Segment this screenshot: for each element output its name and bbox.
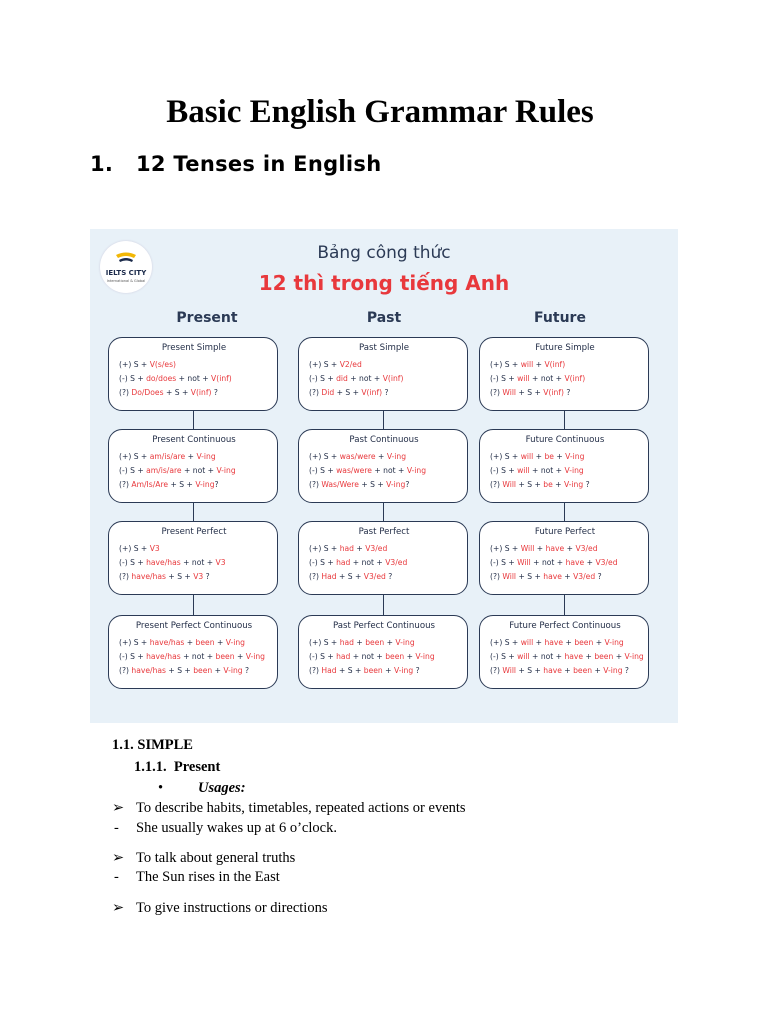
formula-keyword: have <box>544 638 564 647</box>
formula-keyword: V-ing <box>564 466 584 475</box>
formula-keyword: be <box>543 480 553 489</box>
formula-keyword: V(inf) <box>382 374 404 383</box>
tense-formula-line <box>119 386 269 400</box>
formula-keyword: Will <box>502 388 517 397</box>
formula-keyword: V3 <box>215 558 226 567</box>
tense-box-future-simple <box>479 337 649 411</box>
formula-text: (?) <box>119 666 132 675</box>
tense-formula-line <box>490 478 640 492</box>
formula-text: (+) S + <box>309 452 340 461</box>
formula-keyword: Will <box>517 558 531 567</box>
formula-keyword: will <box>517 652 530 661</box>
formula-keyword: V-ing <box>603 666 623 675</box>
formula-text: (+) S + <box>490 360 521 369</box>
formula-keyword: V-ing <box>563 480 584 489</box>
arrow-bullet-icon: ➢ <box>112 800 125 816</box>
tense-name: Present Continuous <box>152 435 236 445</box>
tense-formula-line <box>309 556 459 570</box>
tense-formula-line <box>309 372 459 386</box>
formula-text: ? <box>595 572 602 581</box>
formula-keyword: V3 <box>193 572 204 581</box>
tense-box-present-simple <box>108 337 278 411</box>
formula-text: ? <box>583 480 590 489</box>
subsubsection-title: Present <box>173 759 221 775</box>
formula-text: + <box>354 544 366 553</box>
formula-keyword: Did <box>321 388 335 397</box>
tense-formula-line <box>119 664 269 678</box>
formula-text: + S + <box>166 572 194 581</box>
formula-text: (-) S + <box>119 652 147 661</box>
formula-keyword: will <box>517 374 530 383</box>
formula-text: (-) S + <box>490 558 518 567</box>
tense-box-future-perfect-continuous <box>479 615 649 689</box>
formula-text: (-) S + <box>309 466 337 475</box>
formula-keyword: did <box>336 374 348 383</box>
formula-keyword: V3/ed <box>365 544 388 553</box>
formula-text: ? <box>203 572 210 581</box>
formula-text: ? <box>211 388 218 397</box>
formula-text: (-) S + <box>119 374 147 383</box>
document-title: Basic English Grammar Rules <box>166 94 594 130</box>
arrow-bullet-icon: ➢ <box>112 900 125 916</box>
tense-formula-line <box>119 450 269 464</box>
arrow-bullet-icon: ➢ <box>112 850 125 866</box>
formula-text: + <box>534 544 546 553</box>
formula-text: + <box>404 652 416 661</box>
tense-name: Future Continuous <box>525 435 605 445</box>
formula-text: + not + <box>350 652 386 661</box>
formula-text: + <box>584 558 596 567</box>
formula-keyword: been <box>363 666 383 675</box>
formula-keyword: V3/ed <box>573 572 596 581</box>
infographic-subtitle: Bảng công thức <box>317 243 451 263</box>
formula-keyword: Was/Were <box>321 480 359 489</box>
formula-keyword: will <box>517 466 530 475</box>
tense-name: Future Simple <box>535 343 595 353</box>
formula-text: + <box>212 666 224 675</box>
formula-text: (?) <box>490 388 503 397</box>
tense-formula-line <box>309 570 459 584</box>
formula-keyword: V-ing <box>386 452 407 461</box>
formula-text: (-) S + <box>490 466 518 475</box>
formula-keyword: V(inf) <box>543 388 564 397</box>
formula-text: (?) <box>119 388 132 397</box>
subsubsection-heading <box>134 759 220 776</box>
formula-keyword: am/is/are <box>146 466 182 475</box>
tense-formula-line <box>309 464 459 478</box>
formula-text: + <box>214 638 226 647</box>
tense-formula-line <box>309 664 459 678</box>
tense-formula-line <box>119 464 269 478</box>
dash-bullet: - <box>114 820 119 836</box>
tense-formula-line <box>490 570 640 584</box>
formula-keyword: V3/ed <box>595 558 618 567</box>
formula-text: (+) S + <box>119 360 150 369</box>
tense-formula-line <box>490 542 640 556</box>
formula-text: (+) S + <box>309 544 340 553</box>
tense-name: Future Perfect <box>534 527 596 537</box>
formula-keyword: V-ing <box>604 638 624 647</box>
formula-keyword: been <box>594 652 614 661</box>
formula-keyword: Will <box>520 544 535 553</box>
formula-text: (?) <box>490 480 503 489</box>
tense-formula-line <box>119 372 269 386</box>
tense-formula-line <box>119 570 269 584</box>
formula-keyword: have <box>545 544 565 553</box>
formula-text: + S + <box>516 666 544 675</box>
tense-box-present-continuous <box>108 429 278 503</box>
formula-keyword: V-ing <box>245 652 265 661</box>
formula-text: (+) S + <box>119 452 150 461</box>
formula-keyword: have <box>565 558 585 567</box>
formula-keyword: V-ing <box>386 480 406 489</box>
tense-name: Past Perfect Continuous <box>332 621 435 631</box>
tense-formula-line <box>309 542 459 556</box>
formula-keyword: V(inf) <box>211 374 232 383</box>
formula-text: + <box>561 666 574 675</box>
formula-text: + S + <box>163 388 191 397</box>
formula-keyword: will <box>520 360 534 369</box>
formula-keyword: will <box>520 452 534 461</box>
tense-formula-line <box>309 450 459 464</box>
formula-text: (?) <box>309 480 322 489</box>
formula-text: + not + <box>176 374 212 383</box>
formula-keyword: Had <box>321 666 337 675</box>
formula-text: ? <box>413 666 420 675</box>
formula-text: (-) S + <box>309 558 337 567</box>
formula-text: (-) S + <box>490 374 518 383</box>
tense-formula-line <box>119 556 269 570</box>
formula-text: (?) <box>490 572 503 581</box>
formula-keyword: V-ing <box>196 452 216 461</box>
formula-keyword: been <box>365 638 385 647</box>
formula-text: + <box>613 652 625 661</box>
tense-name: Future Perfect Continuous <box>509 621 621 631</box>
formula-keyword: have <box>543 666 562 675</box>
formula-text: + <box>592 666 604 675</box>
tense-formula-line <box>490 386 640 400</box>
formula-keyword: Am/Is/Are <box>131 480 169 489</box>
formula-keyword: V-ing <box>223 666 243 675</box>
tense-box-past-perfect-continuous <box>298 615 468 689</box>
formula-text: + <box>552 480 564 489</box>
formula-keyword: have/has <box>146 558 181 567</box>
formula-text: (+) S + <box>119 638 150 647</box>
formula-keyword: had <box>339 638 355 647</box>
formula-text: ? <box>385 572 393 581</box>
tense-formula-line <box>119 636 269 650</box>
tense-formula-line <box>490 650 644 664</box>
section-title: 12 Tenses in English <box>136 152 382 176</box>
tense-formula-line <box>119 542 269 556</box>
tense-formula-line <box>490 450 640 464</box>
formula-text: + <box>184 638 196 647</box>
formula-keyword: Will <box>502 572 517 581</box>
tense-box-present-perfect <box>108 521 278 595</box>
tense-formula-line <box>309 636 459 650</box>
formula-text: ? <box>405 480 410 489</box>
formula-keyword: V3/ed <box>363 572 386 581</box>
formula-text: + <box>384 638 396 647</box>
tense-formula-line <box>119 478 269 492</box>
tense-formula-line <box>119 650 269 664</box>
formula-keyword: was/were <box>339 452 376 461</box>
usage-text: To describe habits, timetables, repeated actions or events <box>136 800 466 816</box>
formula-text: + <box>354 638 366 647</box>
formula-keyword: Will <box>502 666 517 675</box>
formula-text: ? <box>214 480 219 489</box>
formula-text: (+) S + <box>119 544 150 553</box>
formula-keyword: been <box>574 638 594 647</box>
formula-keyword: been <box>195 638 215 647</box>
formula-keyword: V(inf) <box>190 388 212 397</box>
formula-keyword: have/has <box>146 652 181 661</box>
tense-formula-line <box>490 372 640 386</box>
logo-subtext: International & Global <box>106 279 146 283</box>
tense-box-past-simple <box>298 337 468 411</box>
formula-keyword: Will <box>502 480 517 489</box>
formula-text: + not + <box>350 558 386 567</box>
formula-text: (?) <box>309 572 322 581</box>
formula-text: (?) <box>119 572 132 581</box>
tense-formula-line <box>309 386 459 400</box>
formula-keyword: V3/ed <box>385 558 408 567</box>
formula-text: (+) S + <box>309 360 340 369</box>
formula-keyword: been <box>573 666 593 675</box>
formula-text: + not + <box>530 558 566 567</box>
formula-keyword: do/does <box>146 374 177 383</box>
formula-text: + not + <box>371 466 407 475</box>
formula-text: + <box>375 452 387 461</box>
formula-text: (-) S + <box>119 558 147 567</box>
formula-keyword: had <box>339 544 355 553</box>
subsection-heading: 1.1. SIMPLE <box>112 737 193 753</box>
formula-keyword: V-ing <box>225 638 245 647</box>
formula-keyword: am/is/are <box>149 452 186 461</box>
formula-keyword: V-ing <box>195 480 215 489</box>
formula-text: (-) S + <box>490 652 518 661</box>
formula-text: + <box>382 666 394 675</box>
formula-keyword: have <box>564 652 584 661</box>
formula-text: ? <box>382 388 389 397</box>
formula-text: + not + <box>181 466 217 475</box>
formula-text: + <box>561 572 574 581</box>
formula-text: (-) S + <box>309 652 337 661</box>
formula-text: ? <box>242 666 250 675</box>
formula-text: ? <box>563 388 571 397</box>
formula-text: + <box>553 452 566 461</box>
section-number: 1. <box>90 152 114 176</box>
logo-text: IELTS CITY <box>105 269 147 277</box>
formula-keyword: V(inf) <box>564 374 586 383</box>
formula-text: + S + <box>358 480 387 489</box>
formula-keyword: had <box>336 652 351 661</box>
formula-text: + <box>533 452 545 461</box>
formula-text: (+) S + <box>309 638 340 647</box>
usage-text: To talk about general truths <box>136 850 296 866</box>
tense-name: Present Perfect Continuous <box>135 621 253 631</box>
tense-formula-line <box>490 636 640 650</box>
formula-keyword: V-ing <box>406 466 427 475</box>
formula-keyword: V-ing <box>395 638 415 647</box>
tense-box-past-perfect <box>298 521 468 595</box>
tense-box-present-perfect-continuous <box>108 615 278 689</box>
formula-keyword: have <box>543 572 562 581</box>
formula-text: + S + <box>166 666 194 675</box>
tense-formula-line <box>309 358 459 372</box>
formula-text: + <box>533 638 545 647</box>
formula-keyword: Do/Does <box>131 388 164 397</box>
formula-text: + S + <box>336 666 364 675</box>
formula-text: (?) <box>309 666 322 675</box>
formula-keyword: V-ing <box>415 652 435 661</box>
formula-keyword: V(s/es) <box>149 360 176 369</box>
infographic-title: 12 thì trong tiếng Anh <box>258 271 510 295</box>
example-text: The Sun rises in the East <box>136 869 280 885</box>
formula-text: + not + <box>180 652 216 661</box>
formula-text: + S + <box>516 480 544 489</box>
tense-formula-line <box>490 664 640 678</box>
formula-text: (?) <box>490 666 503 675</box>
tenses-infographic <box>90 229 678 723</box>
formula-keyword: V2/ed <box>339 360 362 369</box>
usages-label: Usages: <box>198 780 246 796</box>
subsubsection-number: 1.1.1. <box>134 759 167 775</box>
formula-text: + S + <box>516 388 544 397</box>
formula-text: + not + <box>347 374 383 383</box>
tense-name: Past Continuous <box>349 435 419 445</box>
formula-keyword: have/has <box>149 638 185 647</box>
formula-text: + <box>563 638 575 647</box>
formula-keyword: V-ing <box>565 452 585 461</box>
formula-keyword: V3/ed <box>575 544 598 553</box>
formula-text: + <box>564 544 576 553</box>
formula-text: + not + <box>180 558 216 567</box>
formula-keyword: V(inf) <box>544 360 566 369</box>
tense-name: Present Perfect <box>161 527 227 537</box>
example-text: She usually wakes up at 6 o’clock. <box>136 820 337 836</box>
formula-text: (+) S + <box>490 544 521 553</box>
formula-keyword: have/has <box>131 666 166 675</box>
formula-text: + <box>583 652 595 661</box>
formula-keyword: will <box>520 638 534 647</box>
tense-name: Past Perfect <box>358 527 410 537</box>
formula-keyword: been <box>385 652 405 661</box>
tense-formula-line <box>119 358 269 372</box>
formula-text: (+) S + <box>490 452 521 461</box>
formula-keyword: was/were <box>336 466 372 475</box>
formula-text: + S + <box>168 480 196 489</box>
formula-keyword: V-ing <box>393 666 414 675</box>
formula-text: + S + <box>336 572 364 581</box>
section-heading <box>90 152 381 176</box>
formula-keyword: been <box>193 666 213 675</box>
formula-text: (-) S + <box>309 374 337 383</box>
formula-text: + not + <box>529 374 565 383</box>
formula-keyword: V(inf) <box>361 388 383 397</box>
formula-text: + <box>185 452 197 461</box>
formula-text: (?) <box>119 480 132 489</box>
formula-text: (-) S + <box>119 466 147 475</box>
tense-box-past-continuous <box>298 429 468 503</box>
formula-text: + <box>593 638 605 647</box>
tense-name: Past Simple <box>359 343 409 353</box>
tense-formula-line <box>490 556 640 570</box>
formula-keyword: V-ing <box>624 652 644 661</box>
column-header-past: Past <box>366 310 402 326</box>
formula-keyword: V-ing <box>216 466 236 475</box>
tense-formula-line <box>309 478 459 492</box>
tense-box-future-perfect <box>479 521 649 595</box>
formula-keyword: Had <box>321 572 337 581</box>
usages-bullet: • <box>158 780 164 796</box>
formula-text: + <box>533 360 545 369</box>
formula-text: + <box>234 652 246 661</box>
formula-text: + not + <box>529 466 565 475</box>
tense-box-future-continuous <box>479 429 649 503</box>
formula-text: + S + <box>334 388 362 397</box>
formula-keyword: be <box>544 452 554 461</box>
column-header-future: Future <box>534 310 586 326</box>
tense-formula-line <box>309 650 459 664</box>
tense-name: Present Simple <box>161 343 227 353</box>
column-header-present: Present <box>176 310 238 326</box>
usage-text: To give instructions or directions <box>136 900 328 916</box>
formula-text: ? <box>622 666 629 675</box>
formula-text: (?) <box>309 388 322 397</box>
formula-keyword: had <box>336 558 351 567</box>
dash-bullet: - <box>114 869 119 885</box>
tense-formula-line <box>490 464 640 478</box>
formula-text: (+) S + <box>490 638 521 647</box>
formula-text: + S + <box>516 572 544 581</box>
tense-formula-line <box>490 358 640 372</box>
formula-keyword: been <box>215 652 235 661</box>
formula-keyword: V3 <box>149 544 160 553</box>
formula-text: + not + <box>529 652 565 661</box>
formula-keyword: have/has <box>131 572 166 581</box>
